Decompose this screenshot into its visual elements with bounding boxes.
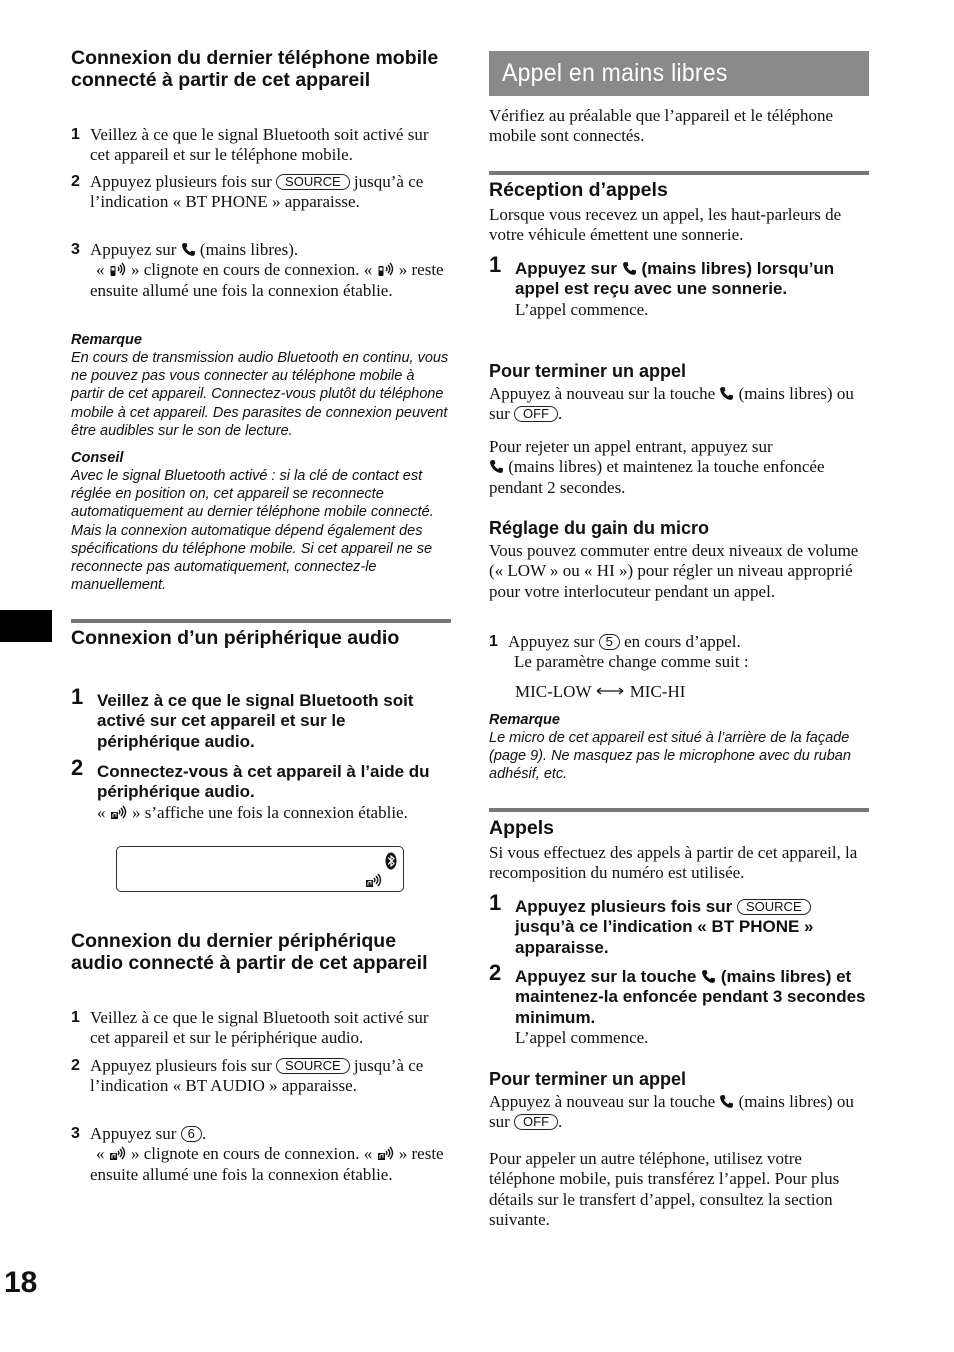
source-key: SOURCE [737,899,811,915]
mic-gain-text: Vous pouvez commuter entre deux niveaux de volume (« LOW » ou « HI ») pour régler un niveau approprié pour votre interlocuteur pendant un appel. [489,541,859,601]
section-title-last-phone: Connexion du dernier téléphone mobile connecté à partir de cet appareil [71,47,439,91]
section-divider [71,619,451,623]
step-3: 3 Appuyez sur (mains libres). « » clignote en cours de connexion. « » reste ensuite allumé une fois la connexion établie. [71,240,444,300]
source-key: SOURCE [276,174,350,190]
bt-phone-icon [109,261,127,277]
bluetooth-icon [385,852,397,870]
phone-icon [622,261,637,276]
bt-phone-icon [377,261,395,277]
section-title-reception: Réception d’appels [489,179,668,201]
chapter-title: Appel en mains libres [502,59,728,87]
off-key: OFF [514,1114,558,1130]
phone-icon [701,969,716,984]
section-title-last-audio: Connexion du dernier périphérique audio connecté à partir de cet appareil [71,930,428,974]
bold-step-2: 2 Connectez-vous à cet appareil à l’aide du périphérique audio. « » s’affiche une fois la connexion établie. [71,755,430,822]
section-title-audio-device: Connexion d’un périphérique audio [71,627,400,649]
key-5: 5 [599,634,620,650]
bold-step-1: 1 Veillez à ce que le signal Bluetooth soit activé sur cet appareil et sur le périphérique audio. [71,684,414,751]
step-2: 2 Appuyez plusieurs fois sur SOURCE jusqu’à ce l’indication « BT PHONE » apparaisse. [71,172,424,212]
note-text: En cours de transmission audio Bluetooth en continu, vous ne pouvez pas vous connecter au téléphone mobile à partir de cet appareil. Connectez-vous plutôt du téléphone mobile à cet appareil. Des parasites de connexion peuvent être audibles sur le son de lecture. [71,350,449,439]
subsection-title-end-call: Pour terminer un appel [489,1069,687,1089]
section-divider [489,808,869,812]
tip-text: Avec le signal Bluetooth activé : si la clé de contact est réglée en position on, cet appareil se reconnecte automatiquement au dernier téléphone mobile connecté. Mais la connexion automatique dépend également des spécifications du téléphone mobile. Si cet appareil ne se reconnecte pas automatiquement, connectez-le manuellement. [71,468,434,594]
bt-audio-icon [377,1145,395,1161]
end-call-text: Appuyez à nouveau sur la touche (mains libres) ou sur OFF . [489,1092,854,1132]
bt-audio-icon [110,804,128,820]
display-panel [116,846,404,892]
reject-call-text: Pour rejeter un appel entrant, appuyez sur (mains libres) et maintenez la touche enfoncée pendant 2 secondes. [489,437,825,497]
bt-audio-icon [109,1145,127,1161]
page-number: 18 [4,1266,38,1299]
section-divider [489,171,869,175]
bt-audio-icon [365,872,383,888]
end-call-text: Appuyez à nouveau sur la touche (mains libres) ou sur OFF . [489,384,854,424]
step-1: 1 Veillez à ce que le signal Bluetooth soit activé sur cet appareil et sur le téléphone mobile. [71,125,429,165]
subsection-title-mic-gain: Réglage du gain du micro [489,518,710,538]
key-6: 6 [181,1126,202,1142]
bold-step-1: 1 Appuyez sur (mains libres) lorsqu’un appel est reçu avec une sonnerie. L’appel commence. [489,252,835,319]
double-arrow-icon [595,686,625,696]
bold-step-2: 2 Appuyez sur la touche (mains libres) et maintenez-la enfoncée pendant 3 secondes minimum. L’appel commence. [489,960,866,1047]
tip-title: Conseil [71,450,124,466]
step-2: 2 Appuyez plusieurs fois sur SOURCE jusqu’à ce l’indication « BT AUDIO » apparaisse. [71,1056,424,1096]
phone-icon [489,459,504,474]
transfer-text: Pour appeler un autre téléphone, utilisez votre téléphone mobile, puis transférez l’appel. Pour plus détails sur le transfert d’appel, consultez la section suivante. [489,1149,840,1229]
chapter-banner [489,51,869,96]
subsection-title-end-call: Pour terminer un appel [489,361,687,381]
source-key: SOURCE [276,1058,350,1074]
mic-level-cycle: MIC-LOW MIC-HI [515,682,686,701]
calls-text: Si vous effectuez des appels à partir de cet appareil, la recomposition du numéro est utilisée. [489,843,858,883]
step-1: 1 Veillez à ce que le signal Bluetooth soit activé sur cet appareil et sur le périphérique audio. [71,1008,429,1048]
off-key: OFF [514,406,558,422]
step-3: 3 Appuyez sur 6 . « » clignote en cours de connexion. « » reste ensuite allumé une fois la connexion établie. [71,1124,444,1184]
note-title: Remarque [71,332,142,348]
reception-text: Lorsque vous recevez un appel, les haut-parleurs de votre véhicule émettent une sonnerie. [489,205,842,245]
note-title: Remarque [489,712,560,728]
phone-icon [181,242,196,257]
section-tab-marker [0,610,52,642]
section-title-calls: Appels [489,817,555,839]
step-1: 1 Appuyez sur 5 en cours d’appel. Le paramètre change comme suit : [489,632,749,672]
phone-icon [719,386,734,401]
note-text: Le micro de cet appareil est situé à l’arrière de la façade (page 9). Ne masquez pas le microphone avec du ruban adhésif, etc. [489,730,851,783]
phone-icon [719,1094,734,1109]
bold-step-1: 1 Appuyez plusieurs fois sur SOURCE jusqu’à ce l’indication « BT PHONE » apparaisse. [489,890,814,957]
intro-text: Vérifiez au préalable que l’appareil et le téléphone mobile sont connectés. [489,106,834,146]
